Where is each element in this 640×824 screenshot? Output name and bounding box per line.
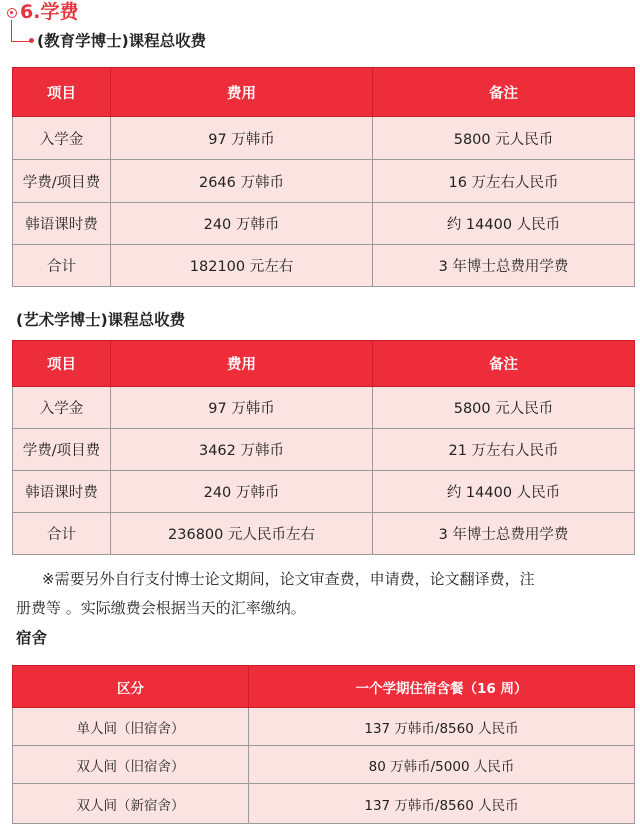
table-row — [13, 387, 635, 429]
dorm-title: 宿舍 — [16, 629, 48, 647]
table-cell: 约 14400 人民币 — [373, 471, 635, 513]
fee-table-education — [12, 67, 635, 287]
connector-line-icon — [11, 20, 31, 42]
table-cell: 3 年博士总费用学费 — [373, 513, 635, 555]
table-cell: 97 万韩币 — [111, 387, 373, 429]
table-cell: 3462 万韩币 — [111, 429, 373, 471]
table2-title: (艺术学博士)课程总收费 — [16, 311, 186, 329]
table-row — [13, 117, 635, 160]
table-cell: 240 万韩币 — [111, 203, 373, 245]
fee-note — [16, 565, 636, 623]
table-cell: 5800 元人民币 — [373, 387, 635, 429]
note-line: 册费等 。实际缴费会根据当天的汇率缴纳。 — [16, 599, 306, 617]
header-cell: 一个学期住宿含餐（16 周） — [249, 666, 635, 708]
table-cell: 97 万韩币 — [111, 117, 373, 160]
table-row — [13, 471, 635, 513]
table-row — [13, 245, 635, 287]
connector-dot-icon — [29, 38, 34, 43]
table-row — [13, 429, 635, 471]
header-cell: 项目 — [13, 341, 111, 387]
table-row — [13, 160, 635, 203]
header-cell: 备注 — [373, 68, 635, 117]
table-header-row — [13, 68, 635, 117]
table-cell: 182100 元左右 — [111, 245, 373, 287]
table-cell: 学费/项目费 — [13, 429, 111, 471]
header-cell: 费用 — [111, 341, 373, 387]
table-cell: 5800 元人民币 — [373, 117, 635, 160]
bullet-circle-icon — [7, 8, 17, 18]
table-cell: 双人间（旧宿舍） — [13, 746, 249, 784]
table-cell: 16 万左右人民币 — [373, 160, 635, 203]
table-cell: 137 万韩币/8560 人民币 — [249, 708, 635, 746]
table-cell: 80 万韩币/5000 人民币 — [249, 746, 635, 784]
table-header-row — [13, 341, 635, 387]
table-row — [13, 203, 635, 245]
header-cell: 区分 — [13, 666, 249, 708]
table-row — [13, 746, 635, 784]
table-cell: 单人间（旧宿舍） — [13, 708, 249, 746]
table-cell: 137 万韩币/8560 人民币 — [249, 784, 635, 824]
header-cell: 费用 — [111, 68, 373, 117]
table-cell: 入学金 — [13, 117, 111, 160]
table-cell: 236800 元人民币左右 — [111, 513, 373, 555]
table-cell: 3 年博士总费用学费 — [373, 245, 635, 287]
table-row — [13, 708, 635, 746]
table1-title: (教育学博士)课程总收费 — [37, 32, 207, 50]
table-row — [13, 784, 635, 824]
section-title: 6.学费 — [20, 1, 79, 23]
table-row — [13, 513, 635, 555]
table-header-row — [13, 666, 635, 708]
table-cell: 学费/项目费 — [13, 160, 111, 203]
header-cell: 项目 — [13, 68, 111, 117]
header-cell: 备注 — [373, 341, 635, 387]
table-cell: 入学金 — [13, 387, 111, 429]
table-cell: 韩语课时费 — [13, 471, 111, 513]
table-cell: 21 万左右人民币 — [373, 429, 635, 471]
table-cell: 双人间（新宿舍） — [13, 784, 249, 824]
table-cell: 240 万韩币 — [111, 471, 373, 513]
note-line: ※需要另外自行支付博士论文期间，论文审查费，申请费，论文翻译费，注 — [42, 570, 535, 588]
table-cell: 2646 万韩币 — [111, 160, 373, 203]
section-header — [0, 0, 640, 56]
table-cell: 合计 — [13, 513, 111, 555]
fee-table-arts — [12, 340, 635, 555]
table-cell: 约 14400 人民币 — [373, 203, 635, 245]
table-cell: 韩语课时费 — [13, 203, 111, 245]
table-cell: 合计 — [13, 245, 111, 287]
dorm-table — [12, 665, 635, 824]
